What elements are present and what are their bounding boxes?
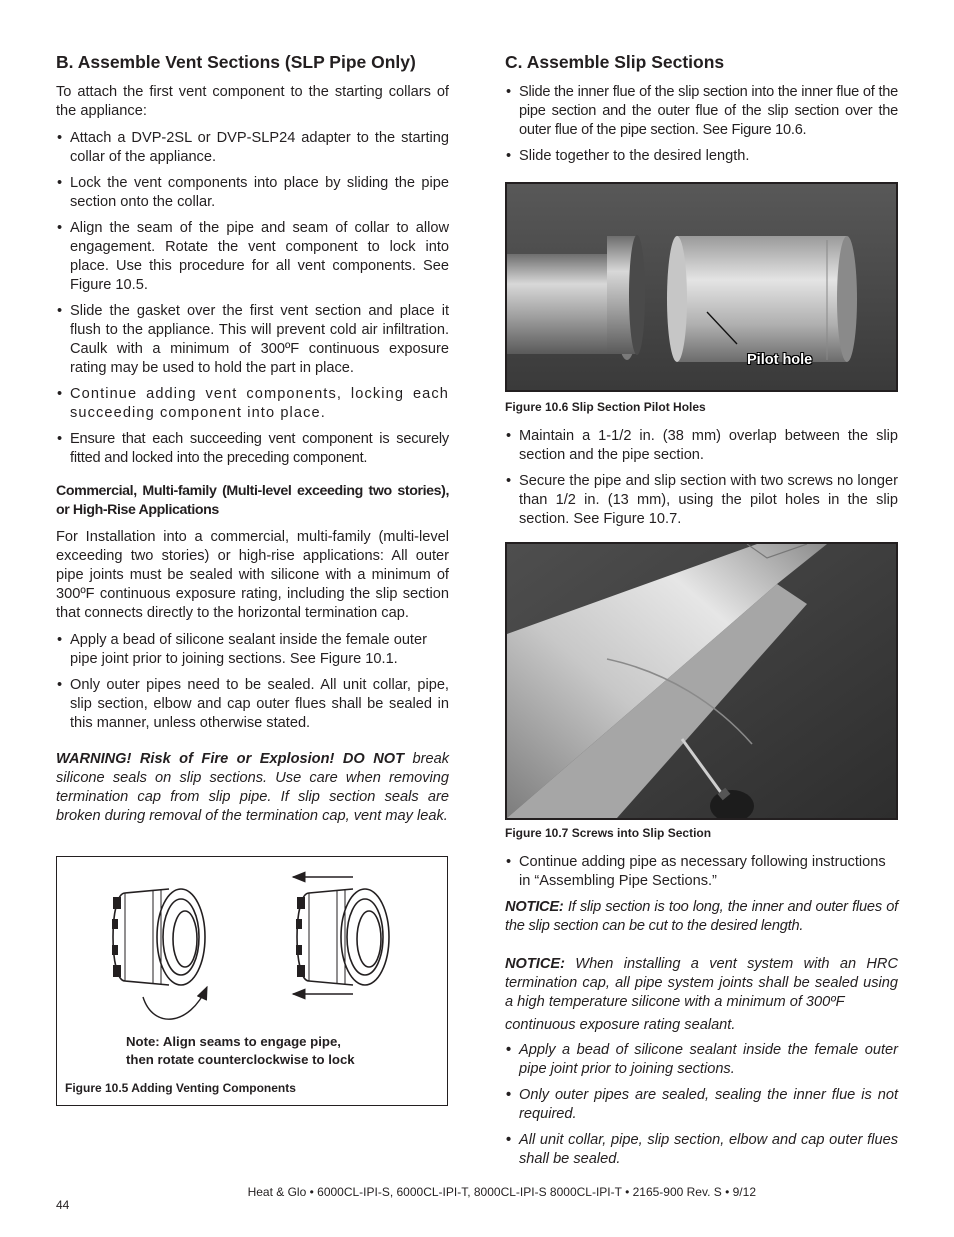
right-column-lower xyxy=(505,853,898,1176)
section-b-intro: To attach the first vent component to the starting collars of the appliance: xyxy=(56,84,449,119)
figure-10-6-caption: Figure 10.6 Slip Section Pilot Holes xyxy=(505,400,706,414)
list-item: • Ensure that each succeeding vent component is securely fitted and locked into the preceding component. xyxy=(56,430,449,468)
pipe-drawing-left xyxy=(112,889,205,985)
warning-paragraph xyxy=(56,750,449,826)
list-item: • Only outer pipes need to be sealed. All unit collar, pipe, slip section, elbow and cap outer flues shall be sealed in this manner, unless otherwise stated. xyxy=(56,676,449,733)
figure-10-5 xyxy=(56,856,448,1106)
list-item: • Slide together to the desired length. xyxy=(505,147,898,166)
list-item: • Continue adding pipe as necessary following instructions in “Assembling Pipe Sections.” xyxy=(505,853,898,891)
page-number: 44 xyxy=(56,1198,70,1212)
warning-text: break silicone seals on slip sections. Use care when removing termination cap from slip pipe. If slip section seals are broken during removal of the termination cap, vent may leak. xyxy=(56,751,450,824)
commercial-bullets xyxy=(56,631,449,733)
notice-bullets xyxy=(505,1041,898,1169)
commercial-paragraph: For Installation into a commercial, multi-family (multi-level exceeding two stories) or high-rise applications: All outer pipe joints must be sealed with silicone with a minimum of 300ºF continuous exposure rating, including the slip section that connects directly to the horizontal termination cap. xyxy=(56,529,449,621)
page-footer: Heat & Glo • 6000CL-IPI-S, 6000CL-IPI-T, 8000CL-IPI-S 8000CL-IPI-T • 2165-900 Rev. S • 9/12 xyxy=(247,1185,756,1199)
notice-1 xyxy=(505,898,898,936)
pilot-hole-label: Pilot hole xyxy=(747,352,813,368)
list-item: • Align the seam of the pipe and seam of collar to allow engagement. Rotate the vent component to lock into place. Use this procedure for all vent components. See Figure 10.5. xyxy=(56,219,449,295)
list-item: • Apply a bead of silicone sealant inside the female outer pipe joint prior to joining sections. xyxy=(505,1041,898,1079)
notice-2 xyxy=(505,955,898,1012)
figure-10-5-note xyxy=(126,1033,355,1069)
slip-section-photo xyxy=(507,184,896,390)
commercial-heading: Commercial, Multi-family (Multi-level exceeding two stories), or High-Rise Applications xyxy=(56,483,449,518)
warning-bold: WARNING! Risk of Fire or Explosion! DO NOT xyxy=(56,751,405,767)
figure-10-7-photo xyxy=(505,542,898,820)
figure-10-6-photo xyxy=(505,182,898,392)
note-line-2: then rotate counterclockwise to lock xyxy=(126,1052,355,1067)
left-column xyxy=(56,50,449,826)
list-item: • Slide the gasket over the first vent section and place it flush to the appliance. This will prevent cold air infiltration. Caulk with a minimum of 300ºF continuous exposure rating may be used to hold the part in place. xyxy=(56,302,449,378)
list-item: • Apply a bead of silicone sealant inside the female outer pipe joint prior to joining sections. See Figure 10.1. xyxy=(56,631,449,669)
section-c-heading: C. Assemble Slip Sections xyxy=(505,52,725,72)
rotate-arrow xyxy=(143,987,207,1019)
section-c-bullets-2 xyxy=(505,427,898,536)
list-item: • Maintain a 1-1/2 in. (38 mm) overlap between the slip section and the pipe section. xyxy=(505,427,898,465)
figure-10-7-caption: Figure 10.7 Screws into Slip Section xyxy=(505,826,712,840)
list-item: • Lock the vent components into place by sliding the pipe section onto the collar. xyxy=(56,174,449,212)
list-item: • Slide the inner flue of the slip section into the inner flue of the pipe section and the outer flue of the slip section over the outer flue of the pipe section. See Figure 10.6. xyxy=(505,83,898,140)
notice-2-label: NOTICE: xyxy=(505,956,565,972)
section-c-bullets xyxy=(505,83,898,166)
section-b-bullets xyxy=(56,129,449,468)
figure-10-5-caption: Figure 10.5 Adding Venting Components xyxy=(65,1081,296,1095)
list-item: • All unit collar, pipe, slip section, elbow and cap outer flues shall be sealed. xyxy=(505,1131,898,1169)
screws-photo xyxy=(507,544,896,818)
list-item: • Secure the pipe and slip section with two screws no longer than 1/2 in. (13 mm), using the pilot holes in the slip section. See Figure 10.7. xyxy=(505,472,898,529)
list-item: • Continue adding vent components, locking each succeeding component into place. xyxy=(56,385,449,423)
notice-2-text: When installing a vent system with an HRC termination cap, all pipe system joints shall be sealed using a high temperature silicone with a minimum of 300ºF xyxy=(505,956,898,1010)
list-item: • Only outer pipes are sealed, sealing the inner flue is not required. xyxy=(505,1086,898,1124)
notice-1-label: NOTICE: xyxy=(505,899,564,915)
pipe-drawing-right xyxy=(296,889,389,985)
note-line-1: Note: Align seams to engage pipe, xyxy=(126,1034,341,1049)
notice-1-text: If slip section is too long, the inner and outer flues of the slip section can be cut to the desired length. xyxy=(505,899,898,934)
section-b-heading: B. Assemble Vent Sections (SLP Pipe Only) xyxy=(56,52,416,72)
right-column xyxy=(505,50,898,173)
section-c-bullets-3 xyxy=(505,853,898,891)
notice-2-tail: continuous exposure rating sealant. xyxy=(505,1017,736,1033)
list-item: • Attach a DVP-2SL or DVP-SLP24 adapter to the starting collar of the appliance. xyxy=(56,129,449,167)
